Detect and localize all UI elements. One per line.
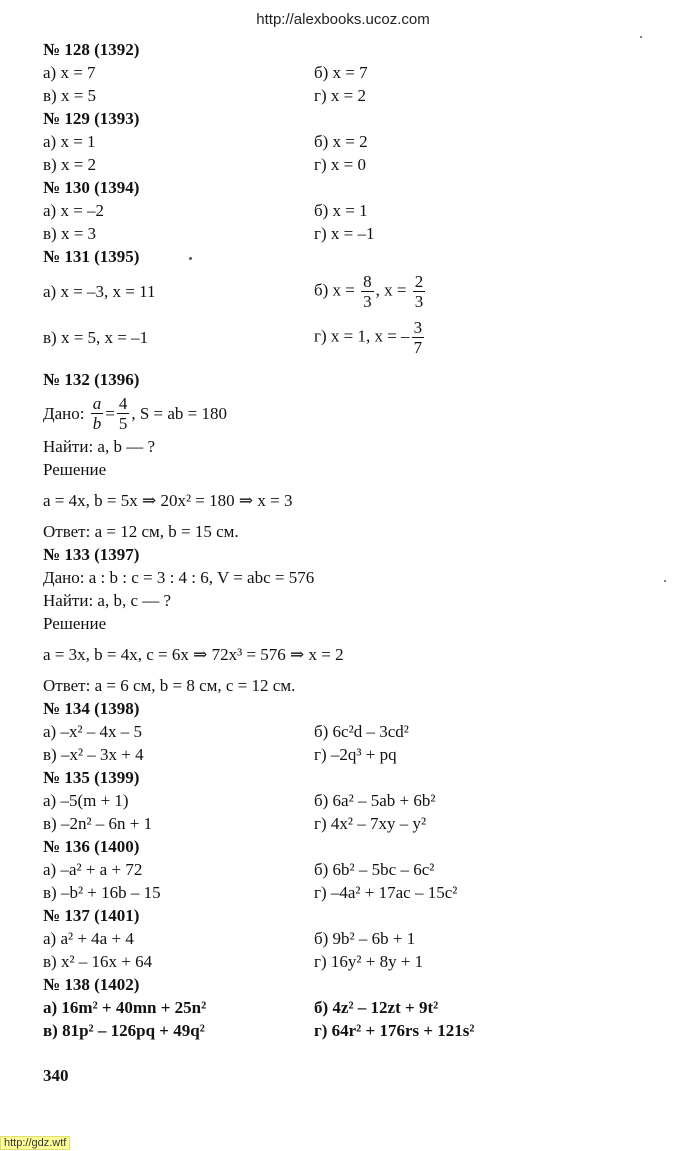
problem-132-title: № 132 (1396) — [43, 370, 140, 389]
problem-136-title: № 136 (1400) — [43, 837, 140, 856]
problem-137-row-1 — [43, 927, 663, 950]
numerator: 2 — [414, 271, 424, 291]
fraction — [91, 394, 104, 433]
answer-b-prefix: б) x = — [314, 279, 355, 299]
answer-g: г) 4x² – 7xy – y² — [314, 814, 427, 833]
answer-a: а) x = 7 — [43, 63, 96, 82]
answer-a: а) x = –2 — [43, 201, 105, 220]
answer-b: б) x = 7 — [314, 63, 368, 82]
answer-a: а) x = 1 — [43, 132, 96, 151]
problem-128-title: № 128 (1392) — [43, 40, 140, 59]
problem-138-row-2 — [43, 1019, 663, 1042]
problem-137-row-2 — [43, 950, 663, 973]
numerator: 4 — [118, 393, 128, 413]
given-rest: , S = ab = 180 — [131, 403, 227, 423]
answer-v: в) 81p² – 126pq + 49q² — [43, 1021, 205, 1040]
equals-sign: = — [105, 403, 115, 423]
header-url: http://alexbooks.ucoz.com — [256, 11, 430, 28]
answer-v: в) x = 5, x = –1 — [43, 327, 149, 347]
problem-135-row-1 — [43, 789, 663, 812]
problem-131-row-2 — [43, 314, 663, 360]
problem-128-row-1 — [43, 61, 663, 84]
given-label: Дано: — [43, 403, 85, 423]
numerator: 8 — [363, 271, 372, 291]
problem-132-answer: Ответ: a = 12 см, b = 15 см. — [43, 522, 239, 541]
problem-135-title: № 135 (1399) — [43, 768, 140, 787]
problem-137-title: № 137 (1401) — [43, 906, 140, 925]
problem-132-given — [43, 391, 663, 435]
answer-b: б) 6a² – 5ab + 6b² — [314, 791, 436, 810]
answer-b: б) 6b² – 5bc – 6c² — [314, 860, 435, 879]
answer-v: в) –2n² – 6n + 1 — [43, 814, 153, 833]
page-content — [43, 38, 663, 1042]
answer-v: в) x = 3 — [43, 224, 97, 243]
answer-b: б) 4z² – 12zt + 9t² — [314, 998, 439, 1017]
problem-134-row-1 — [43, 720, 663, 743]
problem-135-row-2 — [43, 812, 663, 835]
problem-130-row-1 — [43, 199, 663, 222]
fraction — [361, 272, 374, 311]
problem-133-solution-label: Решение — [43, 614, 107, 633]
problem-129-row-1 — [43, 130, 663, 153]
page-number: 340 — [43, 1066, 69, 1085]
denominator: b — [92, 413, 102, 433]
answer-b-mid: , x = — [375, 279, 407, 299]
answer-a: а) –x² – 4x – 5 — [43, 722, 143, 741]
answer-g: г) x = –1 — [314, 224, 375, 243]
problem-132-solution: a = 4x, b = 5x ⇒ 20x² = 180 ⇒ x = 3 — [43, 491, 293, 510]
watermark-link[interactable]: http://gdz.wtf — [0, 1136, 70, 1150]
problem-136-row-1 — [43, 858, 663, 881]
denominator: 7 — [413, 337, 423, 357]
problem-134-row-2 — [43, 743, 663, 766]
problem-133-title: № 133 (1397) — [43, 545, 140, 564]
answer-g: г) 16y² + 8y + 1 — [314, 952, 424, 971]
answer-g — [314, 318, 663, 357]
answer-v: в) –x² – 3x + 4 — [43, 745, 144, 764]
problem-130-row-2 — [43, 222, 663, 245]
answer-v: в) x = 2 — [43, 155, 97, 174]
numerator: 3 — [413, 317, 423, 337]
denominator: 3 — [363, 291, 372, 311]
answer-g: г) x = 0 — [314, 155, 366, 174]
scan-speck — [189, 257, 192, 260]
answer-g: г) x = 2 — [314, 86, 366, 105]
answer-b: б) x = 2 — [314, 132, 368, 151]
problem-133-given: Дано: a : b : c = 3 : 4 : 6, V = abc = 576 — [43, 568, 315, 587]
answer-g-prefix: г) x = 1, x = – — [314, 325, 410, 345]
fraction — [117, 394, 130, 433]
scan-speck — [640, 36, 642, 38]
problem-133-answer: Ответ: a = 6 см, b = 8 см, c = 12 см. — [43, 676, 296, 695]
problem-136-row-2 — [43, 881, 663, 904]
answer-g: г) –4a² + 17ac – 15c² — [314, 883, 458, 902]
answer-b — [314, 272, 663, 311]
problem-131-row-1 — [43, 268, 663, 314]
problem-131-title: № 131 (1395) — [43, 247, 140, 266]
problem-128-row-2 — [43, 84, 663, 107]
problem-133-find: Найти: a, b, c — ? — [43, 591, 172, 610]
problem-138-row-1 — [43, 996, 663, 1019]
answer-g: г) –2q³ + pq — [314, 745, 397, 764]
denominator: 3 — [414, 291, 424, 311]
numerator: a — [92, 393, 102, 413]
problem-138-title: № 138 (1402) — [43, 975, 140, 994]
answer-a: а) a² + 4a + 4 — [43, 929, 134, 948]
problem-130-title: № 130 (1394) — [43, 178, 140, 197]
answer-b: б) 9b² – 6b + 1 — [314, 929, 416, 948]
problem-129-row-2 — [43, 153, 663, 176]
answer-a: а) –5(m + 1) — [43, 791, 129, 810]
problem-132-solution-label: Решение — [43, 460, 107, 479]
problem-132-find: Найти: a, b — ? — [43, 437, 156, 456]
answer-g: г) 64r² + 176rs + 121s² — [314, 1021, 475, 1040]
answer-v: в) x = 5 — [43, 86, 97, 105]
answer-b: б) x = 1 — [314, 201, 368, 220]
answer-a: а) –a² + a + 72 — [43, 860, 143, 879]
answer-b: б) 6c²d – 3cd² — [314, 722, 409, 741]
denominator: 5 — [118, 413, 128, 433]
problem-133-solution: a = 3x, b = 4x, c = 6x ⇒ 72x³ = 576 ⇒ x = 2 — [43, 645, 344, 664]
fraction — [413, 272, 426, 311]
answer-v: в) –b² + 16b – 15 — [43, 883, 161, 902]
answer-v: в) x² – 16x + 64 — [43, 952, 153, 971]
problem-134-title: № 134 (1398) — [43, 699, 140, 718]
answer-a: а) x = –3, x = 11 — [43, 281, 156, 301]
scan-speck — [664, 580, 666, 582]
problem-129-title: № 129 (1393) — [43, 109, 140, 128]
answer-a: а) 16m² + 40mn + 25n² — [43, 998, 207, 1017]
fraction — [412, 318, 425, 357]
